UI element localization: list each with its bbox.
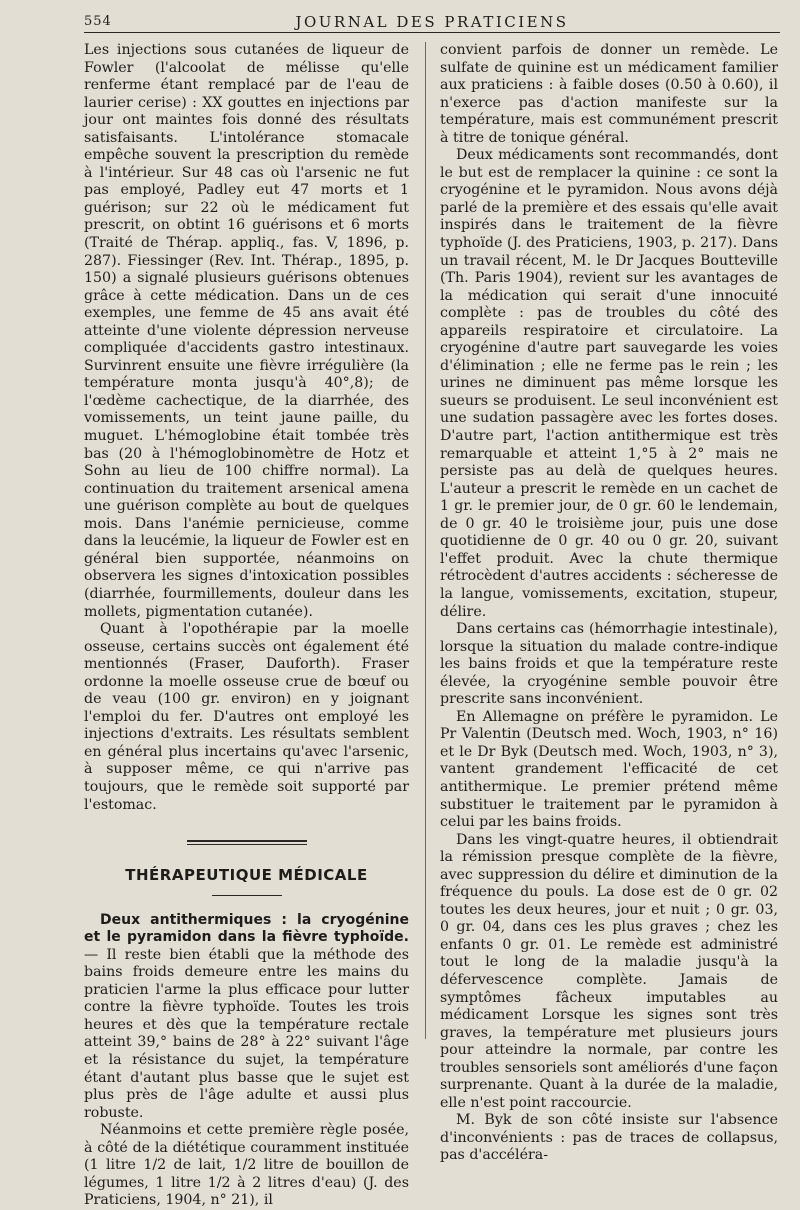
journal-title: JOURNAL DES PRATICIENS bbox=[295, 13, 569, 31]
paragraph: convient parfois de donner un remède. Le sulfate de quinine est un médicament familier aux praticiens : à faible doses (0.50 à 0.60), il n'exerce pas d'action manifeste sur la température, mais est communément prescrit à titre de tonique général. bbox=[440, 42, 778, 146]
section-title: THÉRAPEUTIQUE MÉDICALE bbox=[125, 866, 368, 885]
section-divider bbox=[187, 840, 307, 845]
paragraph: Dans les vingt-quatre heures, il obtiendrait la rémission presque complète de la fièvre, avec suppression du délire et diminution de la fréquence du pouls. La dose est de 0 gr. 02 toutes les deux heures, jour et nuit ; 0 gr. 03, 0 gr. 04, dans ces les plus graves ; chez les enfants 0 gr. 01. Le remède est administré tout le long de la maladie jusqu'à la défervescence complète. Jamais de symptômes fâcheux imputables au médicament Lorsque les signes sont très graves, la température met plusieurs jours pour atteindre la normale, par contre les troubles sensoriels sont améliorés d'une façon surprenante. Quant à la durée de la maladie, elle n'est point raccourcie. bbox=[440, 831, 778, 1111]
running-head bbox=[84, 10, 780, 33]
paragraph: Les injections sous cutanées de liqueur de Fowler (l'alcoolat de mélisse qu'elle renferme étant remplacé par de l'eau de laurier cerise) : XX gouttes en injections par jour ont maintes fois donné des résultats satisfaisants. L'intolérance stomacale empêche souvent la prescription du remède à l'intérieur. Sur 48 cas où l'arsenic ne fut pas employé, Padley eut 47 morts et 1 guérison; sur 22 où le médicament fut prescrit, on obtint 16 guérisons et 6 morts (Traité de Thérap. appliq., fas. V, 1896, p. 287). Fiessinger (Rev. Int. Thérap., 1895, p. 150) a signalé plusieurs guérisons obtenues grâce à cette médication. Dans un de ces exemples, une femme de 45 ans avait été atteinte d'une violente dépression nerveuse compliquée d'accidents gastro intestinaux. Survinrent ensuite une fièvre irrégulière (la température monta jusqu'à 40°,8); de l'œdème cachectique, de la diarrhée, des vomissements, un teint jaune paille, du muguet. L'hémoglobine était tombée très bas (20 à l'hémoglobinomètre de Hotz et Sohn au lieu de 100 chiffre normal). La continuation du traitement arsenical amena une guérison complète au bout de quelques mois. Dans l'anémie pernicieuse, comme dans la leucémie, la liqueur de Fowler est en général bien supportée, néanmoins on observera les signes d'intoxication possibles (diarrhée, fourmillements, douleur dans les mollets, pigmentation cutanée). bbox=[84, 42, 409, 620]
section-underline bbox=[212, 895, 282, 896]
article-title: Deux antithermiques : la cryogénine et le pyramidon dans la fièvre typhoïde. bbox=[84, 911, 409, 946]
paragraph: Quant à l'opothérapie par la moelle osseuse, certains succès ont également été mentionnés (Fraser, Dauforth). Fraser ordonne la moelle osseuse crue de bœuf ou de veau (100 gr. environ) en y joignant l'emploi du fer. D'autres ont employé les injections d'extraits. Les résultats semblent en général plus incertains qu'avec l'arsenic, à supposer même, ce qui n'arrive pas toujours, que le remède soit supporté par l'estomac. bbox=[84, 621, 409, 813]
page-number: 554 bbox=[84, 14, 112, 29]
paragraph: Deux médicaments sont recommandés, dont le but est de remplacer la quinine : ce sont la cryogénine et le pyramidon. Nous avons déjà parlé de la première et des essais qu'elle avait inspirés dans le traitement de la fièvre typhoïde (J. des Praticiens, 1903, p. 217). Dans un travail récent, M. le Dr Jacques Boutteville (Th. Paris 1904), revient sur les avantages de la médication qui serait d'une innocuité complète : pas de troubles du côté des appareils respiratoire et circulatoire. La cryogénine d'autre part sauvegarde les voies d'élimination ; elle ne ferme pas le rein ; les urines ne diminuent pas même lorsque les sueurs se produisent. Le seul inconvénient est une sudation passagère avec les fortes doses. D'autre part, l'action antithermique est très remarquable et atteint 1,°5 à 2° mais ne persiste pas au delà de quelques heures. L'auteur a prescrit le remède en un cachet de 1 gr. le premier jour, de 0 gr. 60 le lendemain, de 0 gr. 40 le troisième jour, puis une dose quotidienne de 0 gr. 40 ou 0 gr. 20, suivant l'effet produit. Avec la chute thermique rétrocèdent d'autres accidents : sécheresse de la langue, vomissements, excitation, stupeur, délire. bbox=[440, 147, 778, 620]
left-column bbox=[84, 42, 409, 1210]
paragraph: M. Byk de son côté insiste sur l'absence d'inconvénients : pas de traces de collapsus, pas d'accéléra- bbox=[440, 1112, 778, 1164]
paragraph: En Allemagne on préfère le pyramidon. Le Pr Valentin (Deutsch med. Woch, 1903, n° 16) et le Dr Byk (Deutsch med. Woch, 1903, n° 3), vantent grandement l'efficacité de cet antithermique. Le premier prétend même substituer le traitement par le pyramidon à celui par les bains froids. bbox=[440, 708, 778, 831]
right-column bbox=[440, 42, 778, 1165]
article-lead-paragraph bbox=[84, 912, 409, 1123]
paragraph: Néanmoins et cette première règle posée, à côté de la diététique couramment instituée (1 litre 1/2 de lait, 1/2 litre de bouillon de légumes, 1 litre 1/2 à 2 litres d'eau) (J. des Praticiens, 1904, n° 21), il bbox=[84, 1122, 409, 1209]
article-lead-text: — Il reste bien établi que la méthode des bains froids demeure entre les mains du praticien l'arme la plus efficace pour lutter contre la fièvre typhoïde. Toutes les trois heures et dès que la température rectale atteint 39,° bains de 28° à 22° suivant l'âge et la résistance du sujet, la température étant d'autant plus basse que le sujet est plus près de l'âge adulte et aussi plus robuste. bbox=[84, 946, 409, 1121]
column-divider bbox=[425, 42, 426, 1039]
paragraph: Dans certains cas (hémorrhagie intestinale), lorsque la situation du malade contre-indique les bains froids et que la température reste élevée, la cryogénine semble pouvoir être prescrite sans inconvénient. bbox=[440, 621, 778, 708]
